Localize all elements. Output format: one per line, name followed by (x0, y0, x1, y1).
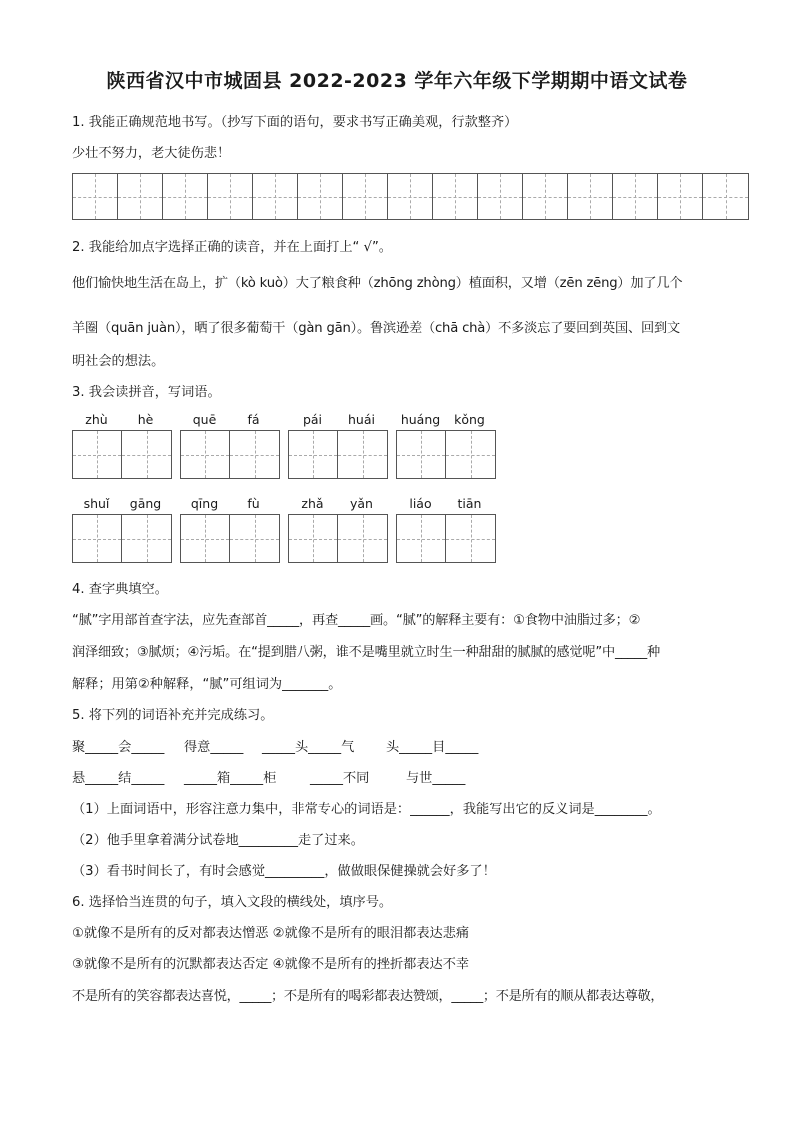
q2-line-2: 羊圈（quān juàn），晒了很多葡萄干（gàn gān）。鲁滨逊差（chā chà）不多淡忘了要回到英国、回到文 (72, 321, 680, 336)
pinyin-group (288, 496, 388, 563)
pinyin-group (72, 496, 172, 563)
pinyin-group (72, 412, 172, 479)
answer-cell[interactable] (73, 515, 122, 562)
pinyin: huáng (400, 412, 441, 427)
pinyin: qīng (190, 496, 219, 511)
pinyin-group (288, 412, 388, 479)
answer-cell[interactable] (181, 431, 230, 478)
q5-word: 聚_____会_____ (72, 740, 165, 755)
grid-cell[interactable] (433, 174, 478, 219)
q1-sentence: 少壮不努力，老大徒伤悲！ (72, 146, 231, 161)
pinyin: huái (348, 412, 375, 427)
q5-prompt: 5. 将下列的词语补充并完成练习。 (72, 708, 274, 723)
answer-cell[interactable] (181, 515, 230, 562)
q5-word: _____箱_____柜 (184, 771, 277, 786)
q4-prompt: 4. 查字典填空。 (72, 582, 168, 597)
answer-cell[interactable] (338, 515, 387, 562)
q5-sub-2: （2）他手里拿着满分试卷地_________走了过来。 (72, 833, 364, 848)
q2-line-1: 他们愉快地生活在岛上，扩（kò kuò）大了粮食种（zhōng zhòng）植面积，又增（zēn zēng）加了几个 (72, 276, 683, 291)
q5-word: 头_____目_____ (386, 740, 479, 755)
pinyin: zhù (85, 412, 108, 427)
pinyin: tiān (457, 496, 482, 511)
grid-cell[interactable] (163, 174, 208, 219)
grid-cell[interactable] (703, 174, 748, 219)
q4-line-1: “腻”字用部首查字法，应先查部首_____，再查_____画。“腻”的解释主要有：①食物中油脂过多；② (72, 613, 641, 628)
pinyin: fù (247, 496, 260, 511)
grid-cell[interactable] (343, 174, 388, 219)
grid-cell[interactable] (523, 174, 568, 219)
answer-cell[interactable] (230, 431, 279, 478)
q2-prompt: 2. 我能给加点字选择正确的读音，并在上面打上“ √”。 (72, 240, 392, 255)
answer-cell[interactable] (230, 515, 279, 562)
answer-cell[interactable] (446, 515, 495, 562)
q6-options-2: ③就像不是所有的沉默都表达否定 ④就像不是所有的挫折都表达不幸 (72, 957, 470, 972)
grid-cell[interactable] (73, 174, 118, 219)
q5-word: _____头_____气 (262, 740, 355, 755)
q5-word: _____不同 (310, 771, 370, 786)
q1-writing-grid[interactable] (72, 173, 749, 220)
answer-cell[interactable] (397, 431, 446, 478)
pinyin-group (180, 496, 280, 563)
pinyin: pái (302, 412, 323, 427)
q1-prompt: 1. 我能正确规范地书写。（抄写下面的语句，要求书写正确美观，行款整齐） (72, 115, 518, 130)
grid-cell[interactable] (118, 174, 163, 219)
q5-sub-3: （3）看书时间长了，有时会感觉_________，做做眼保健操就会好多了！ (72, 864, 496, 879)
pinyin: kǒng (454, 412, 485, 427)
answer-cell[interactable] (73, 431, 122, 478)
q6-options-1: ①就像不是所有的反对都表达憎恶 ②就像不是所有的眼泪都表达悲痛 (72, 926, 470, 941)
grid-cell[interactable] (478, 174, 523, 219)
q5-word: 悬_____结_____ (72, 771, 165, 786)
answer-cell[interactable] (446, 431, 495, 478)
page-title: 陕西省汉中市城固县 2022-2023 学年六年级下学期期中语文试卷 (106, 70, 688, 92)
answer-cell[interactable] (289, 515, 338, 562)
grid-cell[interactable] (208, 174, 253, 219)
q6-passage: 不是所有的笑容都表达喜悦，_____；不是所有的喝彩都表达赞颂，_____；不是所有的顺从都表达尊敬， (72, 989, 664, 1004)
q5-word: 得意_____ (184, 740, 244, 755)
grid-cell[interactable] (658, 174, 703, 219)
grid-cell[interactable] (568, 174, 613, 219)
pinyin: quē (192, 412, 217, 427)
pinyin-group (180, 412, 280, 479)
pinyin-group (396, 412, 496, 479)
grid-cell[interactable] (253, 174, 298, 219)
q5-sub-1: （1）上面词语中，形容注意力集中，非常专心的词语是：______，我能写出它的反义词是________。 (72, 802, 661, 817)
q4-line-2: 润泽细致；③腻烦；④污垢。在“提到腊八粥，谁不是嘴里就立时生一种甜甜的腻腻的感觉呢”中_____种 (72, 645, 660, 660)
pinyin: yǎn (350, 496, 373, 511)
pinyin: zhǎ (301, 496, 324, 511)
answer-cell[interactable] (289, 431, 338, 478)
pinyin: fá (247, 412, 260, 427)
q2-line-3: 明社会的想法。 (72, 354, 165, 369)
pinyin: gāng (129, 496, 162, 511)
grid-cell[interactable] (388, 174, 433, 219)
q5-word: 与世_____ (406, 771, 466, 786)
answer-cell[interactable] (122, 515, 171, 562)
answer-cell[interactable] (338, 431, 387, 478)
pinyin: shuǐ (83, 496, 110, 511)
pinyin: hè (137, 412, 154, 427)
answer-cell[interactable] (397, 515, 446, 562)
grid-cell[interactable] (298, 174, 343, 219)
grid-cell[interactable] (613, 174, 658, 219)
q3-prompt: 3. 我会读拼音，写词语。 (72, 385, 221, 400)
q6-prompt: 6. 选择恰当连贯的句子，填入文段的横线处，填序号。 (72, 895, 393, 910)
answer-cell[interactable] (122, 431, 171, 478)
pinyin-group (396, 496, 496, 563)
pinyin: liáo (409, 496, 432, 511)
q4-line-3: 解释；用第②种解释，“腻”可组词为_______。 (72, 677, 342, 692)
